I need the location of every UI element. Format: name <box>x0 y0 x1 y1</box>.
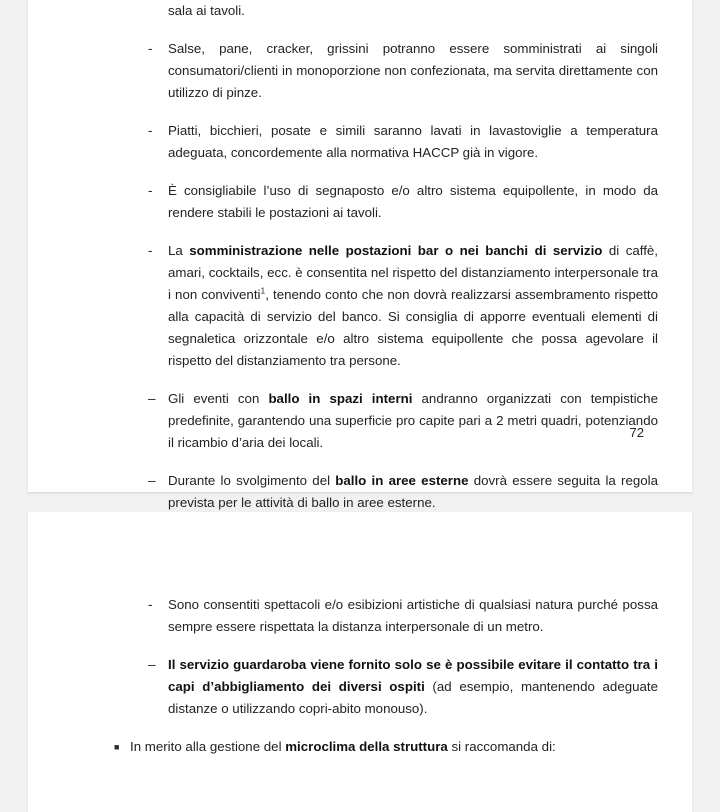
dash-bullet-icon: - <box>148 243 153 258</box>
dash-bullet-icon: - <box>148 123 153 138</box>
page-2-content <box>28 594 692 774</box>
list-item <box>28 388 692 454</box>
page-number: 72 <box>629 425 644 440</box>
dash-bullet-icon: - <box>148 41 153 56</box>
list-item-text: Durante lo svolgimento del ballo in aree esterne dovrà essere seguita la regola prevista per le attività di ballo in aree esterne. <box>168 473 658 510</box>
list-item-text: Gli eventi con ballo in spazi interni andranno organizzati con tempistiche predefinite, garantendo una superficie pro capite pari a 2 metri quadri, potenziando il ricambio d’aria dei locali. <box>168 391 658 450</box>
list-item-text: La somministrazione nelle postazioni bar o nei banchi di servizio di caffè, amari, cocktails, ecc. è consentita nel rispetto del distanziamento interpersonale tra i non conviventi$^1$, tenendo conto che non dovrà realizzarsi assembramento rispetto alla capacità di servizio del banco. Si consiglia di apporre eventuali elementi di segnaletica orizzontale e/o altro sistema equipollente che possa agevolare il rispetto del distanziamento tra persone. <box>168 243 658 368</box>
list-item <box>28 120 692 164</box>
list-item <box>28 736 692 758</box>
document-page-1 <box>28 0 692 510</box>
list-item <box>28 654 692 720</box>
continuation-text: sala ai tavoli. <box>168 3 245 18</box>
list-item-text: Salse, pane, cracker, grissini potranno essere somministrati ai singoli consumatori/clienti in monoporzione non confezionata, ma servita direttamente con utilizzo di pinze. <box>168 41 658 100</box>
dash-bullet-icon: – <box>148 657 156 672</box>
list-item <box>28 240 692 372</box>
dash-bullet-icon: – <box>148 473 156 488</box>
list-item-text: Piatti, bicchieri, posate e simili saranno lavati in lavastoviglie a temperatura adeguata, concordemente alla normativa HACCP già in vigore. <box>168 123 658 160</box>
dash-bullet-icon: – <box>148 391 156 406</box>
page-1-content <box>28 0 692 530</box>
dash-bullet-icon: - <box>148 183 153 198</box>
list-item <box>28 38 692 104</box>
list-item-text: Il servizio guardaroba viene fornito solo se è possibile evitare il contatto tra i capi d’abbigliamento dei diversi ospiti (ad esempio, mantenendo adeguate distanze o utilizzando copri-abito monouso). <box>168 657 658 716</box>
list-item-text: È consigliabile l’uso di segnaposto e/o altro sistema equipollente, in modo da rendere stabili le postazioni ai tavoli. <box>168 183 658 220</box>
list-item <box>28 470 692 514</box>
list-item-text: In merito alla gestione del microclima della struttura si raccomanda di: <box>130 739 556 754</box>
list-item <box>28 180 692 224</box>
continuation-line <box>28 0 692 22</box>
dash-bullet-icon: - <box>148 597 153 612</box>
list-item <box>28 594 692 638</box>
list-item-text: Sono consentiti spettacoli e/o esibizioni artistiche di qualsiasi natura purché possa sempre essere rispettata la distanza interpersonale di un metro. <box>168 597 658 634</box>
square-bullet-icon: ■ <box>114 742 120 752</box>
document-page-2 <box>28 512 692 812</box>
